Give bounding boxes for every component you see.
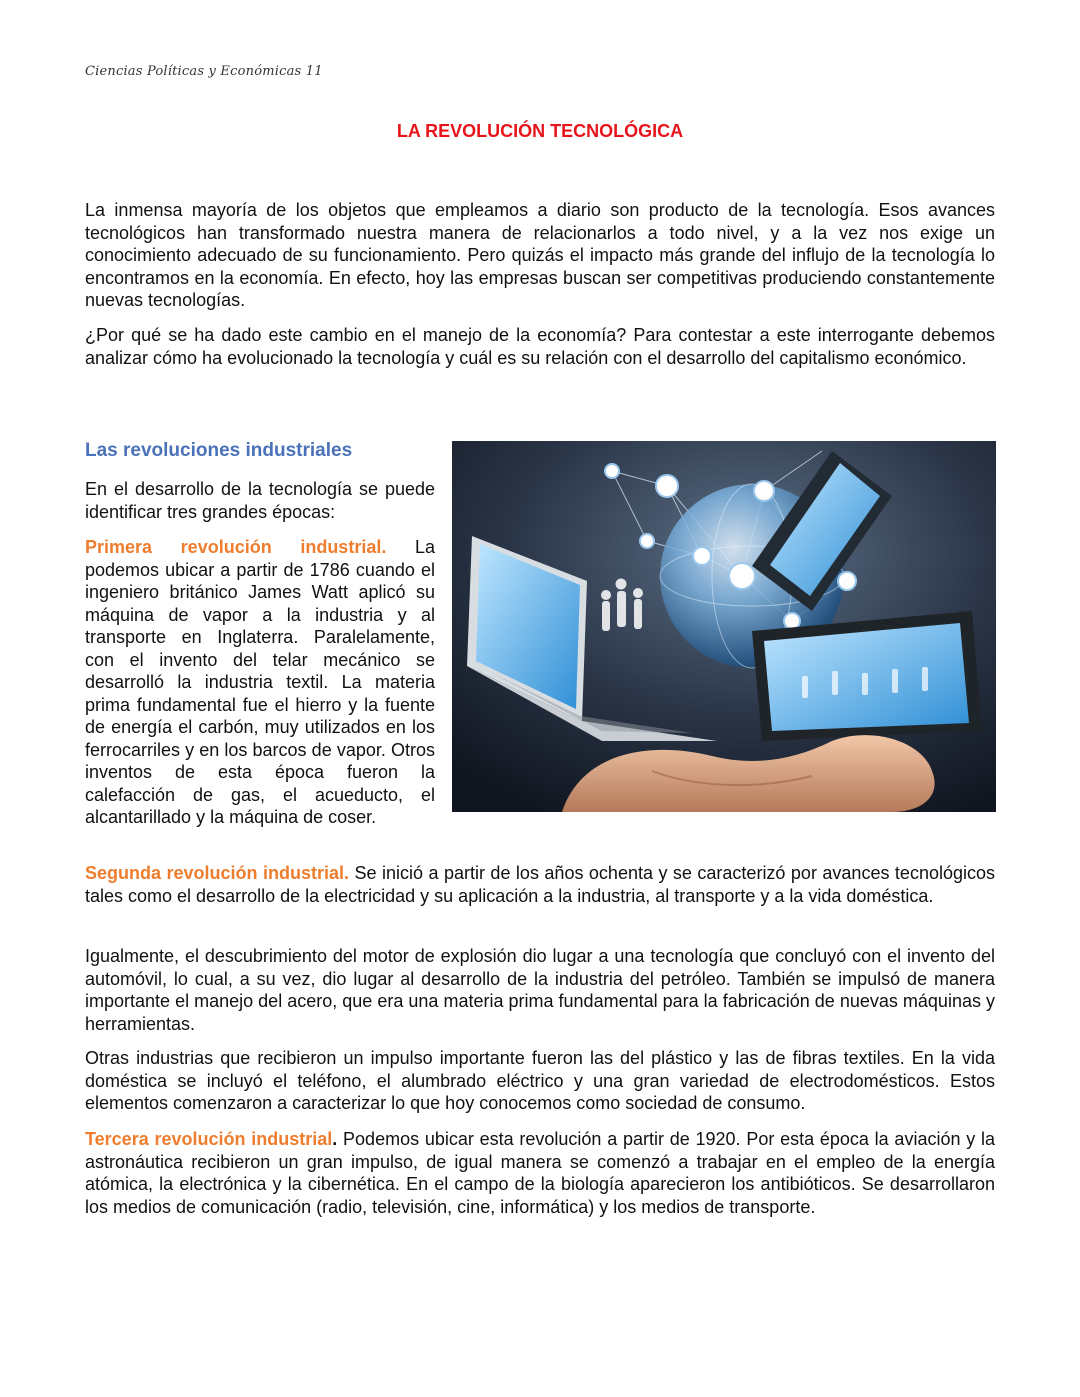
page-header: Ciencias Políticas y Económicas 11 xyxy=(85,64,323,79)
page-title: LA REVOLUCIÓN TECNOLÓGICA xyxy=(396,121,684,141)
section-title: Las revoluciones industriales xyxy=(85,440,353,461)
third-revolution-label: Tercera revolución industrial xyxy=(85,1129,333,1149)
intro-paragraph-1: La inmensa mayoría de los objetos que empleamos a diario son producto de la tecnología. Esos avances tecnológicos han transformado nuestra manera de relacionarlos a todo nivel, y a la vez nos exige un conocimiento adecuado de su funcionamiento. Pero quizás el impacto más grande del influjo de la tecnología lo encontramos en la economía. En efecto, hoy las empresas buscan ser competitivas produciendo constantemente nuevas tecnologías. xyxy=(85,200,995,310)
technology-illustration xyxy=(452,441,996,812)
intro-paragraph-2: ¿Por qué se ha dado este cambio en el manejo de la economía? Para contestar a este interrogante debemos analizar cómo ha evolucionado la tecnología y cuál es su relación con el desarrollo del capitalismo económico. xyxy=(85,325,995,368)
second-revolution-text: Se inició a partir de los años ochenta y se caracterizó por avances tecnológicos tales como el desarrollo de la electricidad y su aplicación a la industria, al transporte y a la vida doméstica. xyxy=(85,863,995,906)
second-revolution-paragraph-3: Otras industrias que recibieron un impulso importante fueron las del plástico y las de fibras textiles. En la vida doméstica se incluyó el teléfono, el alumbrado eléctrico y una gran variedad de electrodomésticos. Estos elementos comenzaron a caracterizar lo que hoy conocemos como sociedad de consumo. xyxy=(85,1048,995,1113)
first-revolution-paragraph xyxy=(85,536,435,829)
third-revolution-text: Podemos ubicar esta revolución a partir de 1920. Por esta época la aviación y la astronáutica recibieron un gran impulso, de igual manera se comenzó a trabajar en el empleo de la energía atómica, la electrónica y la cibernética. En el campo de la biología aparecieron los antibióticos. Se desarrollaron los medios de comunicación (radio, televisión, cine, informática) y los medios de transporte. xyxy=(85,1129,996,1217)
second-revolution-paragraph-2: Igualmente, el descubrimiento del motor de explosión dio lugar a una tecnología que concluyó con el invento del automóvil, lo cual, a su vez, dio lugar al desarrollo de la industria del petróleo. También se impulsó de manera importante el manejo del acero, que era una materia prima fundamental para la fabricación de nuevas máquinas y herramientas. xyxy=(85,946,995,1034)
second-revolution-paragraph xyxy=(85,862,995,907)
third-revolution-paragraph xyxy=(85,1128,995,1218)
second-revolution-label: Segunda revolución industrial. xyxy=(85,863,349,883)
epochs-paragraph: En el desarrollo de la tecnología se puede identificar tres grandes épocas: xyxy=(85,479,435,522)
third-revolution-dot: . xyxy=(332,1129,338,1149)
first-revolution-text: La podemos ubicar a partir de 1786 cuando el ingeniero británico James Watt aplicó su máquina de vapor a la industria y al transporte en Inglaterra. Paralelamente, con el invento del telar mecánico se desarrolló la industria textil. La materia prima fundamental fue el hierro y la fuente de energía el carbón, muy utilizados en los ferrocarriles y en los barcos de vapor. Otros inventos de esta época fueron la calefacción de gas, el acueducto, el alcantarillado y la máquina de coser. xyxy=(85,537,435,827)
first-revolution-label: Primera revolución industrial. xyxy=(85,537,387,557)
